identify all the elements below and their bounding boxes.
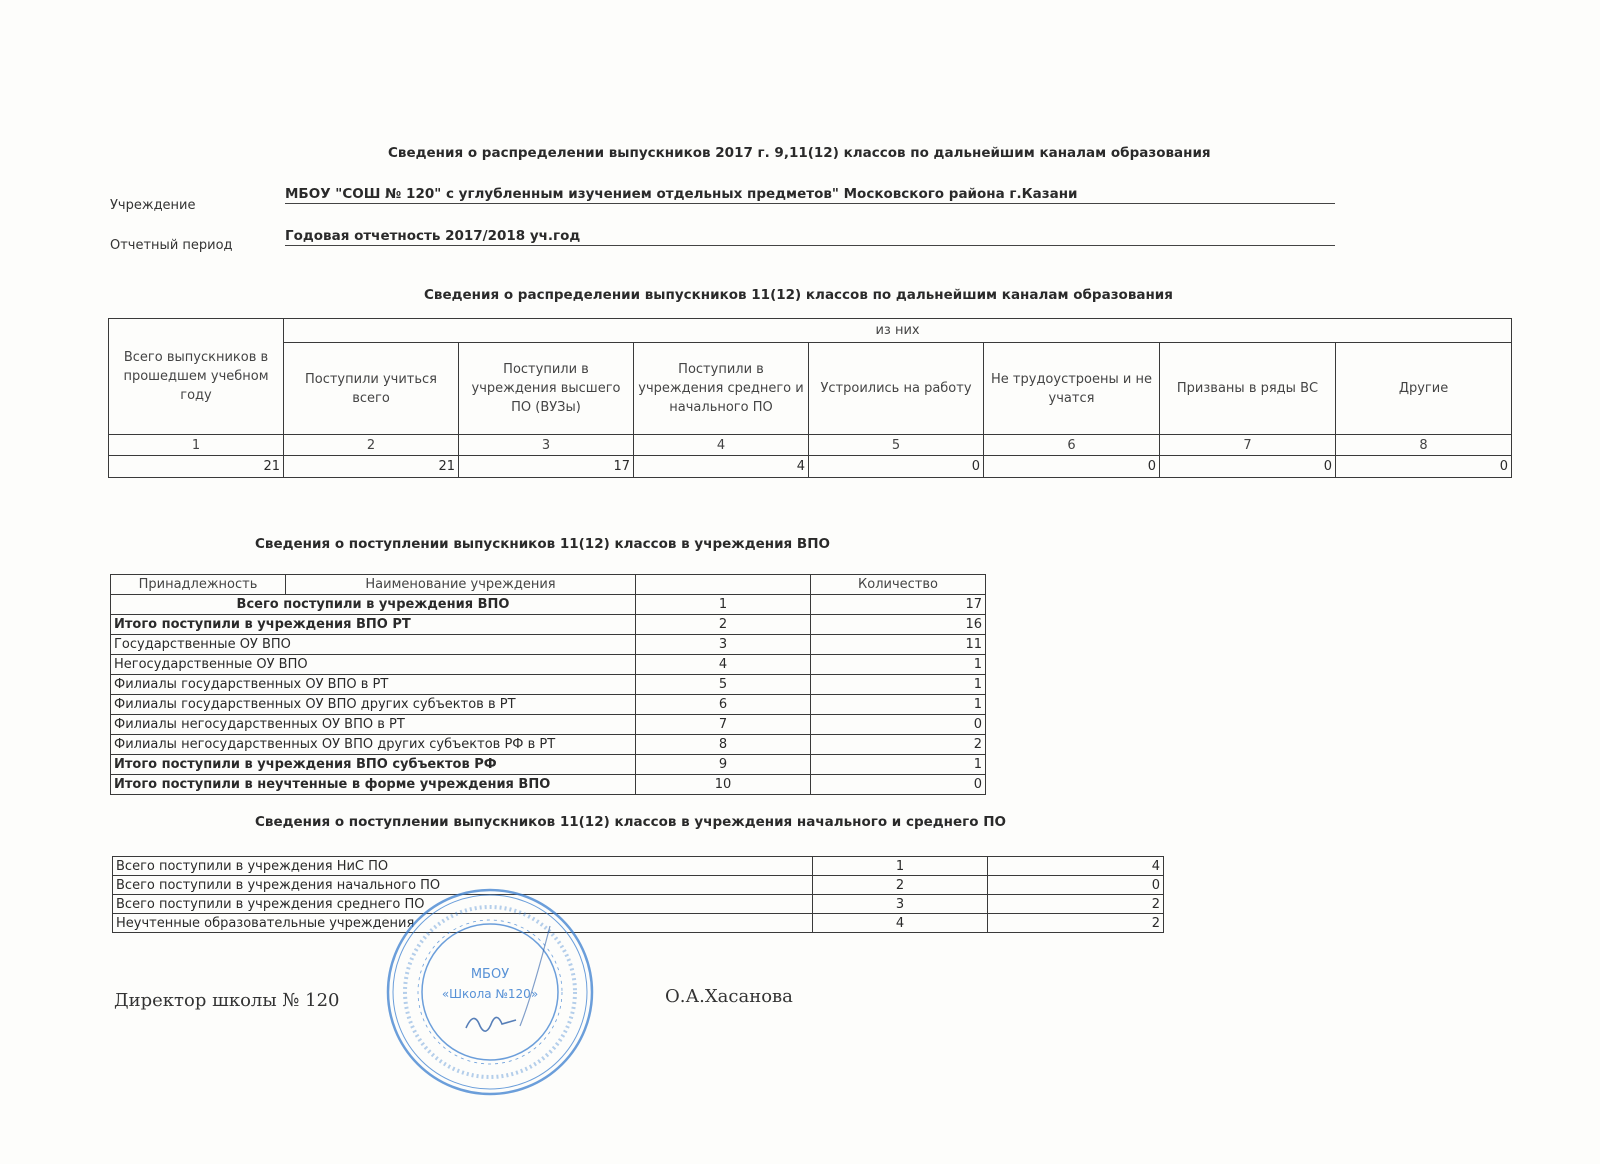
- row-number: 10: [636, 775, 811, 795]
- row-count: 1: [811, 675, 986, 695]
- nis-title: Сведения о поступлении выпускников 11(12) классов в учреждения начального и среднего ПО: [255, 814, 1006, 830]
- period-label: Отчетный период: [110, 238, 233, 253]
- row-count: 0: [811, 715, 986, 735]
- row-name: Филиалы негосударственных ОУ ВПО других субъектов РФ в РТ: [111, 735, 636, 755]
- row-number: 2: [636, 615, 811, 635]
- row-name: Неучтенные образовательные учреждения: [113, 914, 813, 933]
- stamp-org: МБОУ: [470, 967, 510, 982]
- row-count: 17: [811, 595, 986, 615]
- row-count: 16: [811, 615, 986, 635]
- row-count: 2: [988, 895, 1164, 914]
- row-number: 5: [636, 675, 811, 695]
- row-count: 0: [988, 876, 1164, 895]
- row-name: Итого поступили в учреждения ВПО РТ: [111, 615, 636, 635]
- col-number: 2: [284, 435, 459, 456]
- row-number: 4: [813, 914, 988, 933]
- value-cell: 0: [984, 456, 1160, 478]
- col-number: 1: [109, 435, 284, 456]
- distribution-table: [108, 318, 1512, 478]
- table-row: [111, 675, 986, 695]
- col-enrolled-spo-npo: Поступили в учреждения среднего и начального ПО: [634, 343, 809, 435]
- table-row: [113, 876, 1164, 895]
- col-number: 3: [459, 435, 634, 456]
- row-name: Всего поступили в учреждения начального ПО: [113, 876, 813, 895]
- row-number: 8: [636, 735, 811, 755]
- row-number: 3: [813, 895, 988, 914]
- main-title: Сведения о распределении выпускников 2017 г. 9,11(12) классов по дальнейшим каналам образования: [388, 145, 1211, 161]
- row-count: 2: [988, 914, 1164, 933]
- table-row: [111, 695, 986, 715]
- col-institution-name: Наименование учреждения: [286, 575, 636, 595]
- col-number: 8: [1336, 435, 1512, 456]
- row-number: 4: [636, 655, 811, 675]
- table-row: [111, 655, 986, 675]
- col-number: 5: [809, 435, 984, 456]
- distribution-title: Сведения о распределении выпускников 11(12) классов по дальнейшим каналам образования: [424, 287, 1173, 303]
- table-row: [113, 895, 1164, 914]
- col-number: 7: [1160, 435, 1336, 456]
- value-cell: 17: [459, 456, 634, 478]
- row-name: Государственные ОУ ВПО: [111, 635, 636, 655]
- row-name: Всего поступили в учреждения среднего ПО: [113, 895, 813, 914]
- school-stamp: [384, 886, 596, 1098]
- row-number: 6: [636, 695, 811, 715]
- col-total-graduates: Всего выпускников в прошедшем учебном году: [109, 319, 284, 435]
- value-cell: 4: [634, 456, 809, 478]
- row-count: 1: [811, 655, 986, 675]
- row-count: 2: [811, 735, 986, 755]
- table-row: [111, 595, 986, 615]
- col-count: Количество: [811, 575, 986, 595]
- row-name: Итого поступили в учреждения ВПО субъектов РФ: [111, 755, 636, 775]
- table-row: [113, 914, 1164, 933]
- table-row: [111, 615, 986, 635]
- col-number: 6: [984, 435, 1160, 456]
- row-count: 11: [811, 635, 986, 655]
- table-row: [111, 735, 986, 755]
- director-name: О.А.Хасанова: [665, 986, 793, 1007]
- nis-table: [112, 856, 1164, 933]
- row-number: 7: [636, 715, 811, 735]
- table-row: [111, 635, 986, 655]
- row-count: 0: [811, 775, 986, 795]
- col-employed: Устроились на работу: [809, 343, 984, 435]
- value-cell: 0: [809, 456, 984, 478]
- value-cell: 21: [284, 456, 459, 478]
- row-name: Филиалы государственных ОУ ВПО других субъектов в РТ: [111, 695, 636, 715]
- table-row: [111, 715, 986, 735]
- row-name: Всего поступили в учреждения НиС ПО: [113, 857, 813, 876]
- col-enrolled-vpo: Поступили в учреждения высшего ПО (ВУЗы): [459, 343, 634, 435]
- col-number: 4: [634, 435, 809, 456]
- director-position: Директор школы № 120: [114, 990, 340, 1011]
- value-cell: 21: [109, 456, 284, 478]
- row-name: Негосударственные ОУ ВПО: [111, 655, 636, 675]
- table-row: [111, 775, 986, 795]
- col-other: Другие: [1336, 343, 1512, 435]
- row-name: Итого поступили в неучтенные в форме учреждения ВПО: [111, 775, 636, 795]
- col-not-employed: Не трудоустроены и не учатся: [984, 343, 1160, 435]
- table-row: [111, 755, 986, 775]
- row-count: 1: [811, 695, 986, 715]
- value-cell: 0: [1160, 456, 1336, 478]
- row-count: 4: [988, 857, 1164, 876]
- value-cell: 0: [1336, 456, 1512, 478]
- period-value: Годовая отчетность 2017/2018 уч.год: [285, 228, 1335, 246]
- vpo-table: [110, 574, 986, 795]
- row-name: Филиалы негосударственных ОУ ВПО в РТ: [111, 715, 636, 735]
- row-name: Филиалы государственных ОУ ВПО в РТ: [111, 675, 636, 695]
- institution-label: Учреждение: [110, 198, 196, 213]
- col-enrolled-total: Поступили учиться всего: [284, 343, 459, 435]
- row-number: 3: [636, 635, 811, 655]
- row-number: 1: [636, 595, 811, 615]
- of-them-header: из них: [284, 319, 1512, 343]
- row-number: 1: [813, 857, 988, 876]
- row-count: 1: [811, 755, 986, 775]
- stamp-name: «Школа №120»: [441, 987, 539, 1001]
- row-number: 9: [636, 755, 811, 775]
- col-army: Призваны в ряды ВС: [1160, 343, 1336, 435]
- vpo-title: Сведения о поступлении выпускников 11(12) классов в учреждения ВПО: [255, 536, 830, 552]
- signature-scribble: [466, 1017, 516, 1031]
- row-number: 2: [813, 876, 988, 895]
- row-name: Всего поступили в учреждения ВПО: [111, 595, 636, 615]
- col-affiliation: Принадлежность: [111, 575, 286, 595]
- table-row: [113, 857, 1164, 876]
- institution-value: МБОУ "СОШ № 120" с углубленным изучением отдельных предметов" Московского района г.Казани: [285, 186, 1335, 204]
